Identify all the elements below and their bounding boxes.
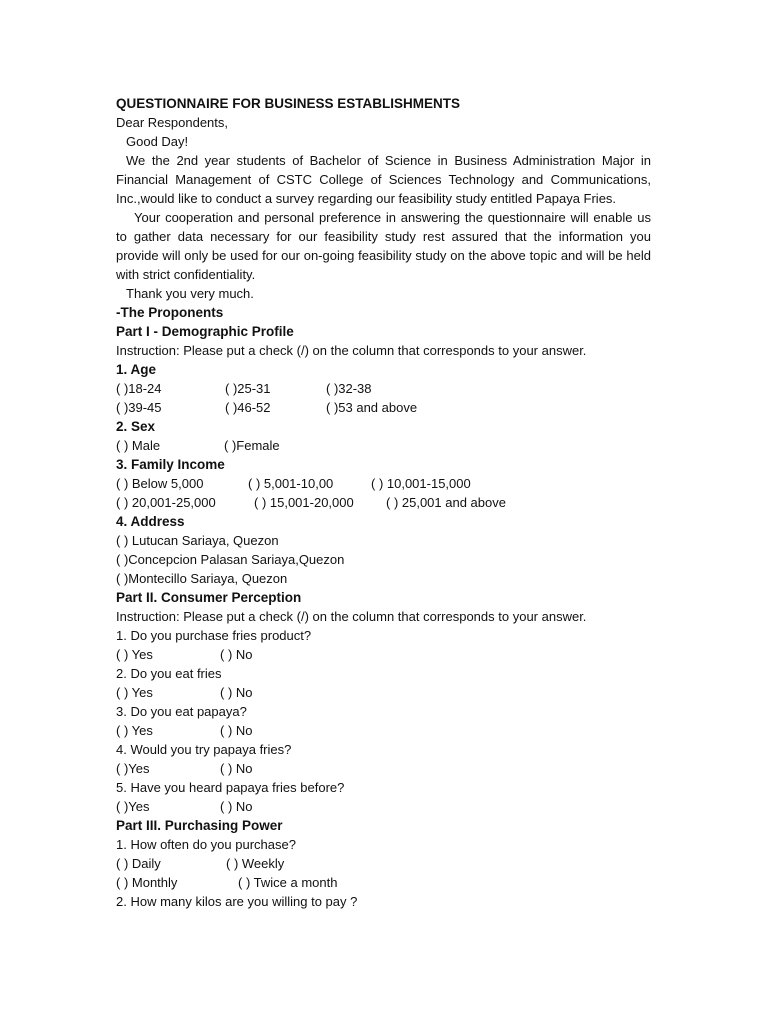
yes-no-row <box>116 759 651 778</box>
age-option[interactable]: ( )39-45 <box>116 400 162 415</box>
part2-heading: Part II. Consumer Perception <box>116 590 302 605</box>
age-option[interactable]: ( )53 and above <box>326 400 418 415</box>
income-option[interactable]: ( ) Below 5,000 <box>116 476 204 491</box>
question-text: 1. Do you purchase fries product? <box>116 628 312 643</box>
frequency-options-row <box>116 873 651 892</box>
income-option[interactable]: ( ) 5,001-10,00 <box>248 476 334 491</box>
question-text: 1. How often do you purchase? <box>116 837 296 852</box>
yes-option[interactable]: ( ) Yes <box>116 723 153 738</box>
frequency-option[interactable]: ( ) Weekly <box>226 856 285 871</box>
income-option[interactable]: ( ) 20,001-25,000 <box>116 495 216 510</box>
frequency-option[interactable]: ( ) Monthly <box>116 875 178 890</box>
no-option[interactable]: ( ) No <box>220 685 253 700</box>
part2-instruction: Instruction: Please put a check (/) on the column that corresponds to your answer. <box>116 609 587 624</box>
income-option[interactable]: ( ) 25,001 and above <box>386 495 506 510</box>
question-text: 3. Do you eat papaya? <box>116 704 247 719</box>
sex-option[interactable]: ( )Female <box>224 438 280 453</box>
age-options-row <box>116 379 651 398</box>
income-options-row <box>116 474 651 493</box>
yes-option[interactable]: ( ) Yes <box>116 647 153 662</box>
age-heading: 1. Age <box>116 362 157 377</box>
document-title: QUESTIONNAIRE FOR BUSINESS ESTABLISHMENTS <box>116 96 461 111</box>
question-text: 4. Would you try papaya fries? <box>116 742 292 757</box>
question-text: 2. How many kilos are you willing to pay ? <box>116 894 358 909</box>
income-options-row <box>116 493 651 512</box>
sex-option[interactable]: ( ) Male <box>116 438 161 453</box>
question-text: 5. Have you heard papaya fries before? <box>116 780 345 795</box>
yes-no-row <box>116 683 651 702</box>
address-option[interactable]: ( ) Lutucan Sariaya, Quezon <box>116 533 279 548</box>
cooperation-paragraph: Your cooperation and personal preference in answering the questionnaire will enable us to gather data necessary for our feasibility study rest assured that the information you provide will only be used for our on-going feasibility study on the above topic and will be held with strict confidentiality. <box>116 210 651 282</box>
part1-instruction: Instruction: Please put a check (/) on the column that corresponds to your answer. <box>116 343 587 358</box>
frequency-options-row <box>116 854 651 873</box>
frequency-option[interactable]: ( ) Twice a month <box>238 875 338 890</box>
income-heading: 3. Family Income <box>116 457 225 472</box>
income-option[interactable]: ( ) 15,001-20,000 <box>254 495 354 510</box>
yes-option[interactable]: ( )Yes <box>116 799 150 814</box>
no-option[interactable]: ( ) No <box>220 723 253 738</box>
part3-heading: Part III. Purchasing Power <box>116 818 283 833</box>
yes-option[interactable]: ( ) Yes <box>116 685 153 700</box>
age-option[interactable]: ( )32-38 <box>326 381 372 396</box>
no-option[interactable]: ( ) No <box>220 647 253 662</box>
age-options-row <box>116 398 651 417</box>
salutation: Dear Respondents, <box>116 115 229 130</box>
address-heading: 4. Address <box>116 514 185 529</box>
sex-options-row <box>116 436 651 455</box>
question-text: 2. Do you eat fries <box>116 666 222 681</box>
income-option[interactable]: ( ) 10,001-15,000 <box>371 476 471 491</box>
yes-no-row <box>116 721 651 740</box>
age-option[interactable]: ( )18-24 <box>116 381 162 396</box>
address-option[interactable]: ( )Montecillo Sariaya, Quezon <box>116 571 288 586</box>
greeting: Good Day! <box>126 134 189 149</box>
no-option[interactable]: ( ) No <box>220 761 253 776</box>
age-option[interactable]: ( )46-52 <box>225 400 271 415</box>
address-option[interactable]: ( )Concepcion Palasan Sariaya,Quezon <box>116 552 345 567</box>
age-option[interactable]: ( )25-31 <box>225 381 271 396</box>
questionnaire-page <box>116 94 651 911</box>
sex-heading: 2. Sex <box>116 419 156 434</box>
intro-paragraph: We the 2nd year students of Bachelor of Science in Business Administration Major in Financial Management of CSTC College of Sciences Technology and Communications, Inc.,would like to conduct a survey regarding our feasibility study entitled Papaya Fries. <box>116 153 651 206</box>
yes-no-row <box>116 645 651 664</box>
part1-heading: Part I - Demographic Profile <box>116 324 294 339</box>
thanks-line: Thank you very much. <box>126 286 254 301</box>
frequency-option[interactable]: ( ) Daily <box>116 856 161 871</box>
yes-no-row <box>116 797 651 816</box>
yes-option[interactable]: ( )Yes <box>116 761 150 776</box>
no-option[interactable]: ( ) No <box>220 799 253 814</box>
signoff: -The Proponents <box>116 305 224 320</box>
